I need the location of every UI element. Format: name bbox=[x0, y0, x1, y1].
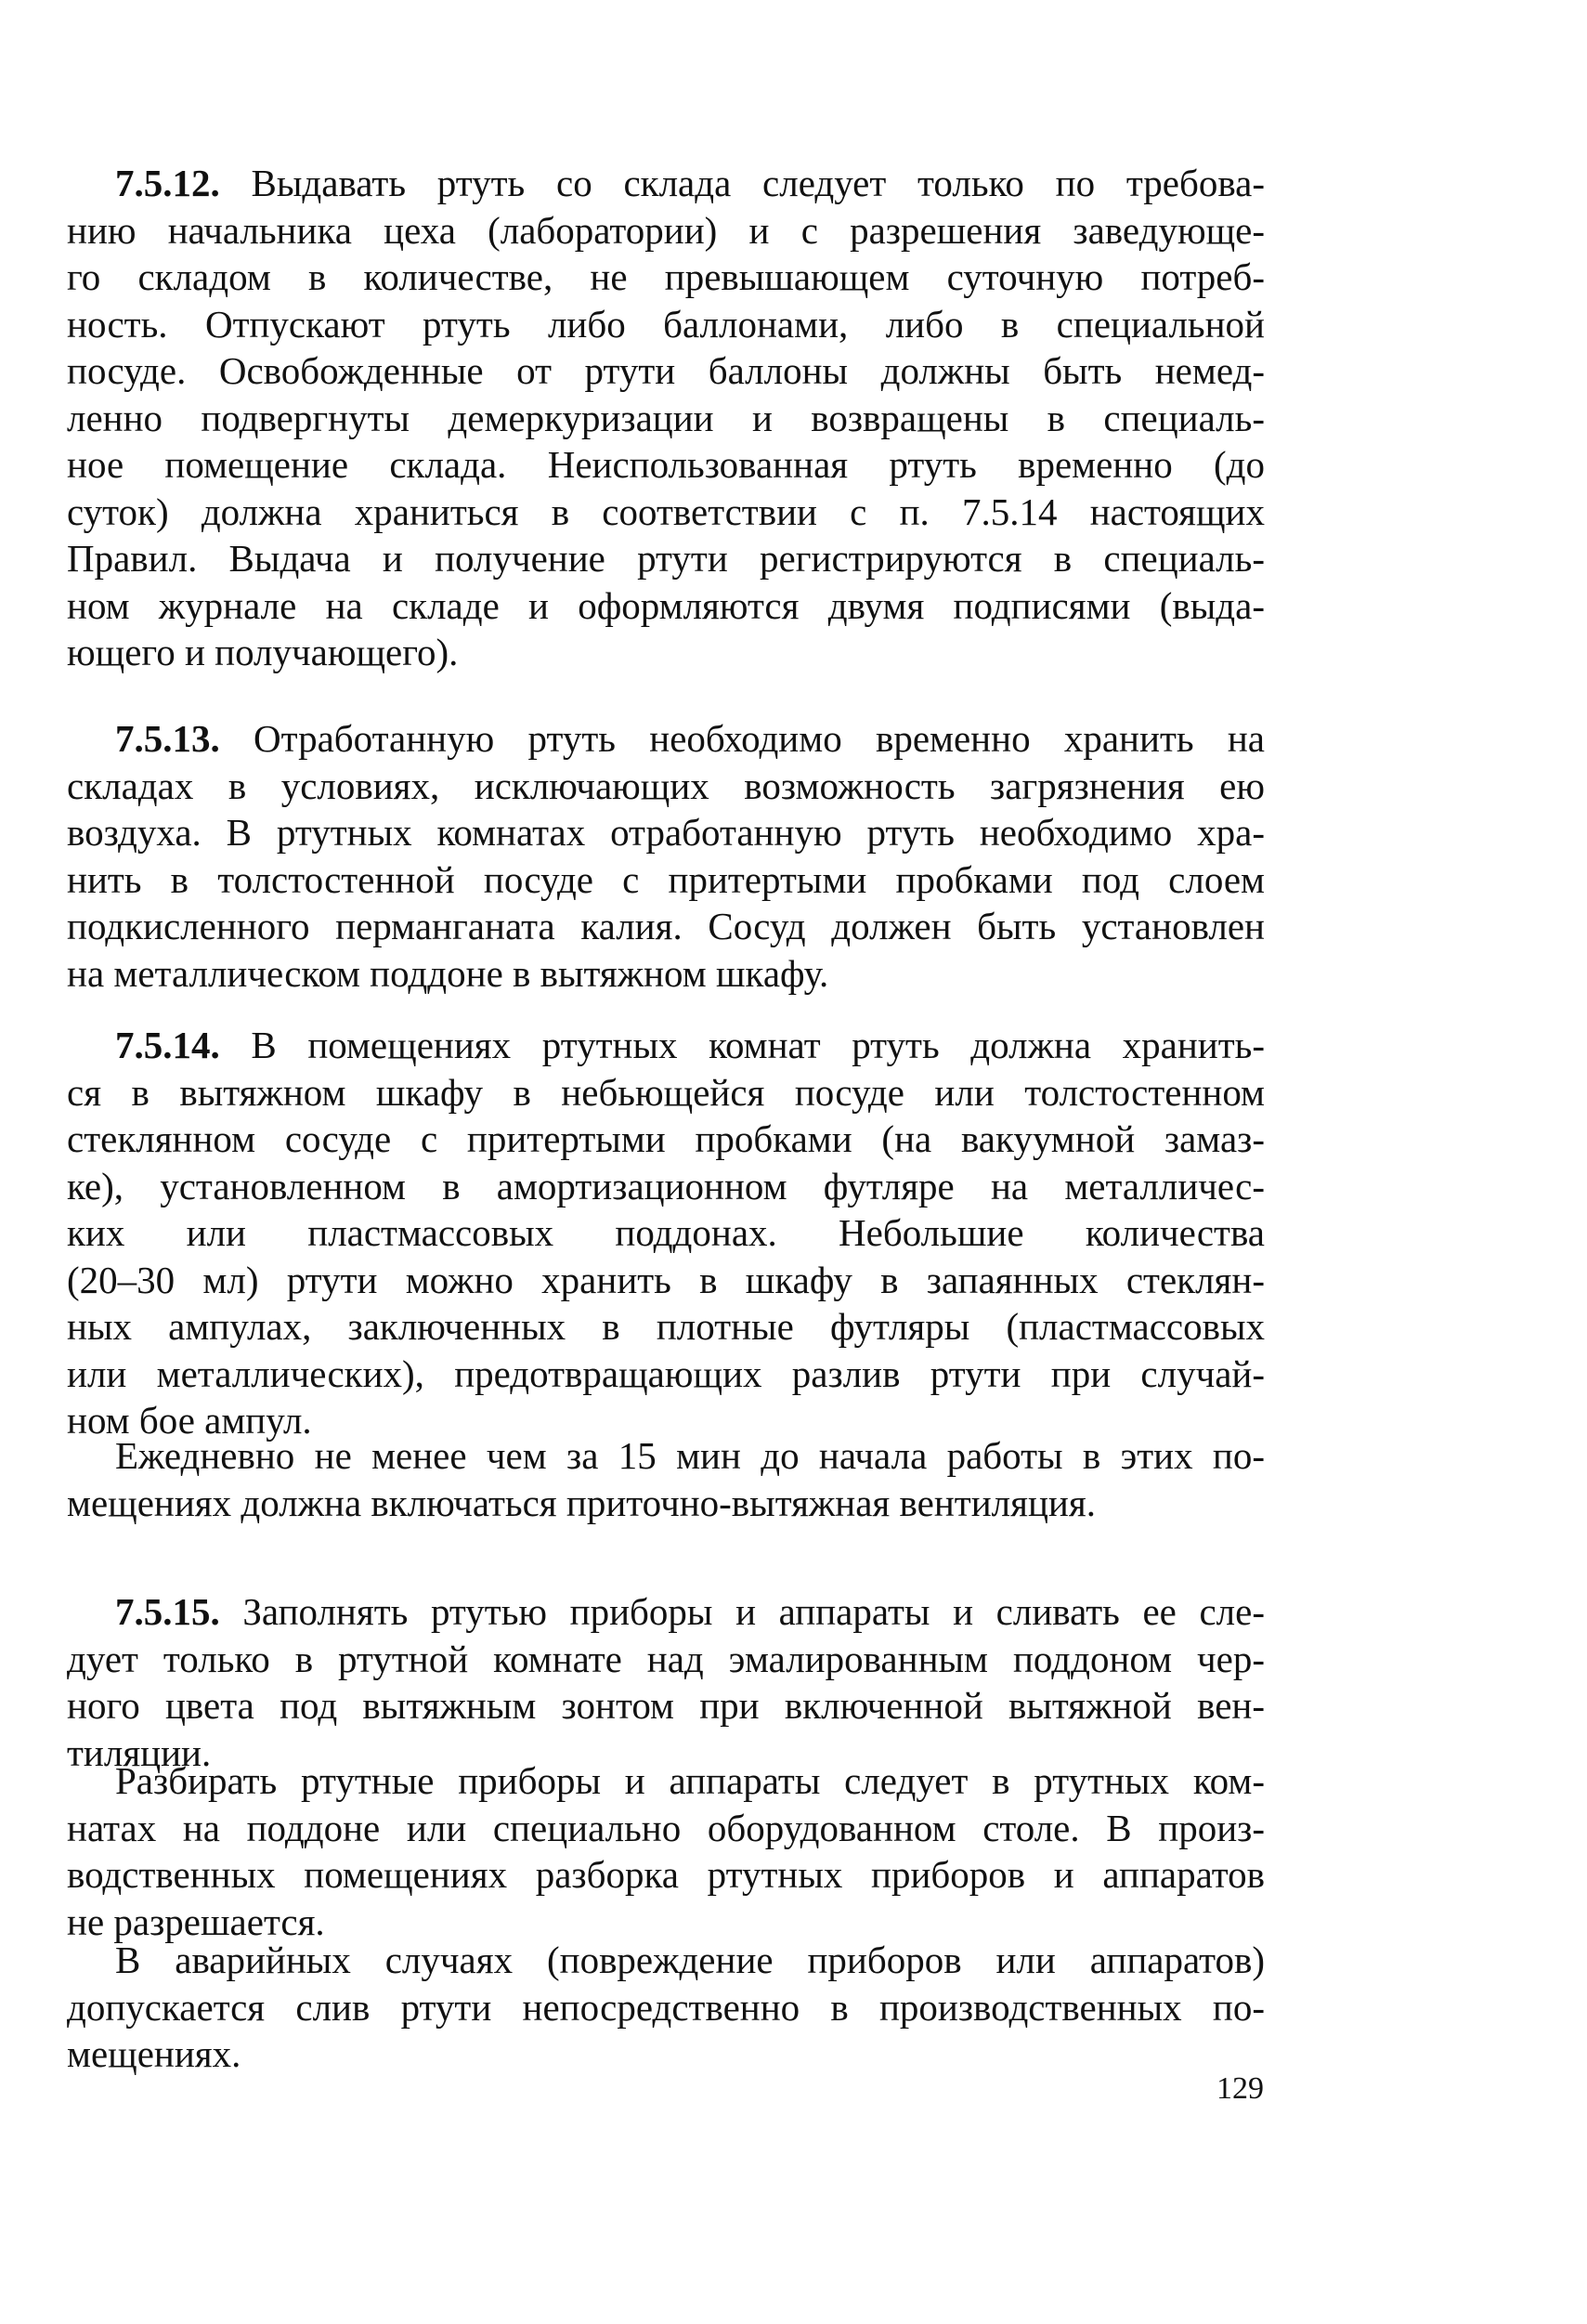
text-line: го складом в количестве, не превышающем суточную потреб- bbox=[67, 255, 1265, 298]
paragraph-7-5-15 bbox=[67, 1588, 1265, 1776]
text-line: стеклянном сосуде с притертыми пробками (на вакуумной замаз- bbox=[67, 1117, 1265, 1160]
text-line: ных ампулах, заключенных в плотные футляры (пластмассовых bbox=[67, 1305, 1265, 1348]
text-line: суток) должна храниться в соответствии с п. 7.5.14 настоящих bbox=[67, 490, 1265, 533]
text-line: ся в вытяжном шкафу в небьющейся посуде или толстостенном bbox=[67, 1070, 1265, 1114]
text-line: 7.5.14. В помещениях ртутных комнат ртуть должна хранить- bbox=[115, 1024, 1265, 1066]
text-line: ющего и получающего). bbox=[67, 631, 459, 673]
text-line: Ежедневно не менее чем за 15 мин до начала работы в этих по- bbox=[115, 1434, 1265, 1477]
paragraph-7-5-12 bbox=[67, 160, 1265, 676]
text-line: складах в условиях, исключающих возможность загрязнения ею bbox=[67, 764, 1265, 807]
text-line: ное помещение склада. Неиспользованная ртуть временно (до bbox=[67, 443, 1265, 486]
text-line: Правил. Выдача и получение ртути регистрируются в специаль- bbox=[67, 537, 1265, 580]
section-number: 7.5.13. bbox=[115, 717, 220, 760]
text-line: ких или пластмассовых поддонах. Небольшие количества bbox=[67, 1211, 1265, 1254]
text-line: 7.5.12. Выдавать ртуть со склада следует только по требова- bbox=[115, 162, 1265, 204]
section-number: 7.5.15. bbox=[115, 1590, 220, 1633]
text-line: Разбирать ртутные приборы и аппараты следует в ртутных ком- bbox=[115, 1759, 1265, 1802]
text-line: ленно подвергнуты демеркуризации и возвращены в специаль- bbox=[67, 396, 1265, 439]
section-number: 7.5.14. bbox=[115, 1024, 220, 1066]
text-line: или металлических), предотвращающих разлив ртути при случай- bbox=[67, 1351, 1265, 1395]
text-line: не разрешается. bbox=[67, 1900, 325, 1943]
text-line: допускается слив ртути непосредственно в производственных по- bbox=[67, 1985, 1265, 2029]
text-line: дует только в ртутной комнате над эмалированным поддоном чер- bbox=[67, 1637, 1265, 1680]
text-line: воздуха. В ртутных комнатах отработанную ртуть необходимо хра- bbox=[67, 811, 1265, 854]
text-line: (20–30 мл) ртути можно хранить в шкафу в запаянных стеклян- bbox=[67, 1258, 1265, 1301]
text-line: ном бое ампул. bbox=[67, 1399, 312, 1442]
text-line: ного цвета под вытяжным зонтом при включенной вытяжной вен- bbox=[67, 1684, 1265, 1727]
paragraph-emergency bbox=[67, 1937, 1265, 2078]
text-line: тиляции. bbox=[67, 1730, 212, 1774]
text-line: посуде. Освобожденные от ртути баллоны должны быть немед- bbox=[67, 349, 1265, 392]
paragraph-ventilation bbox=[67, 1432, 1265, 1526]
text-line: ность. Отпускают ртуть либо баллонами, либо в специальной bbox=[67, 302, 1265, 346]
text-line: водственных помещениях разборка ртутных приборов и аппаратов bbox=[67, 1853, 1265, 1896]
text-line: ном журнале на складе и оформляются двумя подписями (выда- bbox=[67, 583, 1265, 627]
text-line: на металлическом поддоне в вытяжном шкафу. bbox=[67, 951, 829, 995]
text-line: нию начальника цеха (лаборатории) и с разрешения заведующе- bbox=[67, 208, 1265, 252]
text-line: В аварийных случаях (повреждение приборов или аппаратов) bbox=[115, 1939, 1265, 1981]
paragraph-7-5-14 bbox=[67, 1022, 1265, 1444]
paragraph-7-5-13 bbox=[67, 715, 1265, 997]
page-number: 129 bbox=[1216, 2071, 1264, 2106]
section-number: 7.5.12. bbox=[115, 162, 220, 204]
text-line: подкисленного перманганата калия. Сосуд должен быть установлен bbox=[67, 905, 1265, 947]
text-line: мещениях. bbox=[67, 2032, 241, 2075]
text-line: мещениях должна включаться приточно-вытяжная вентиляция. bbox=[67, 1481, 1096, 1524]
text-line: 7.5.15. Заполнять ртутью приборы и аппараты и сливать ее сле- bbox=[115, 1590, 1265, 1633]
text-line: нить в толстостенной посуде с притертыми пробками под слоем bbox=[67, 857, 1265, 901]
paragraph-disassembly bbox=[67, 1757, 1265, 1945]
text-line: ке), установленном в амортизационном футляре на металличес- bbox=[67, 1164, 1265, 1208]
text-line: 7.5.13. Отработанную ртуть необходимо временно хранить на bbox=[115, 717, 1265, 760]
text-line: натах на поддоне или специально оборудованном столе. В произ- bbox=[67, 1806, 1265, 1849]
